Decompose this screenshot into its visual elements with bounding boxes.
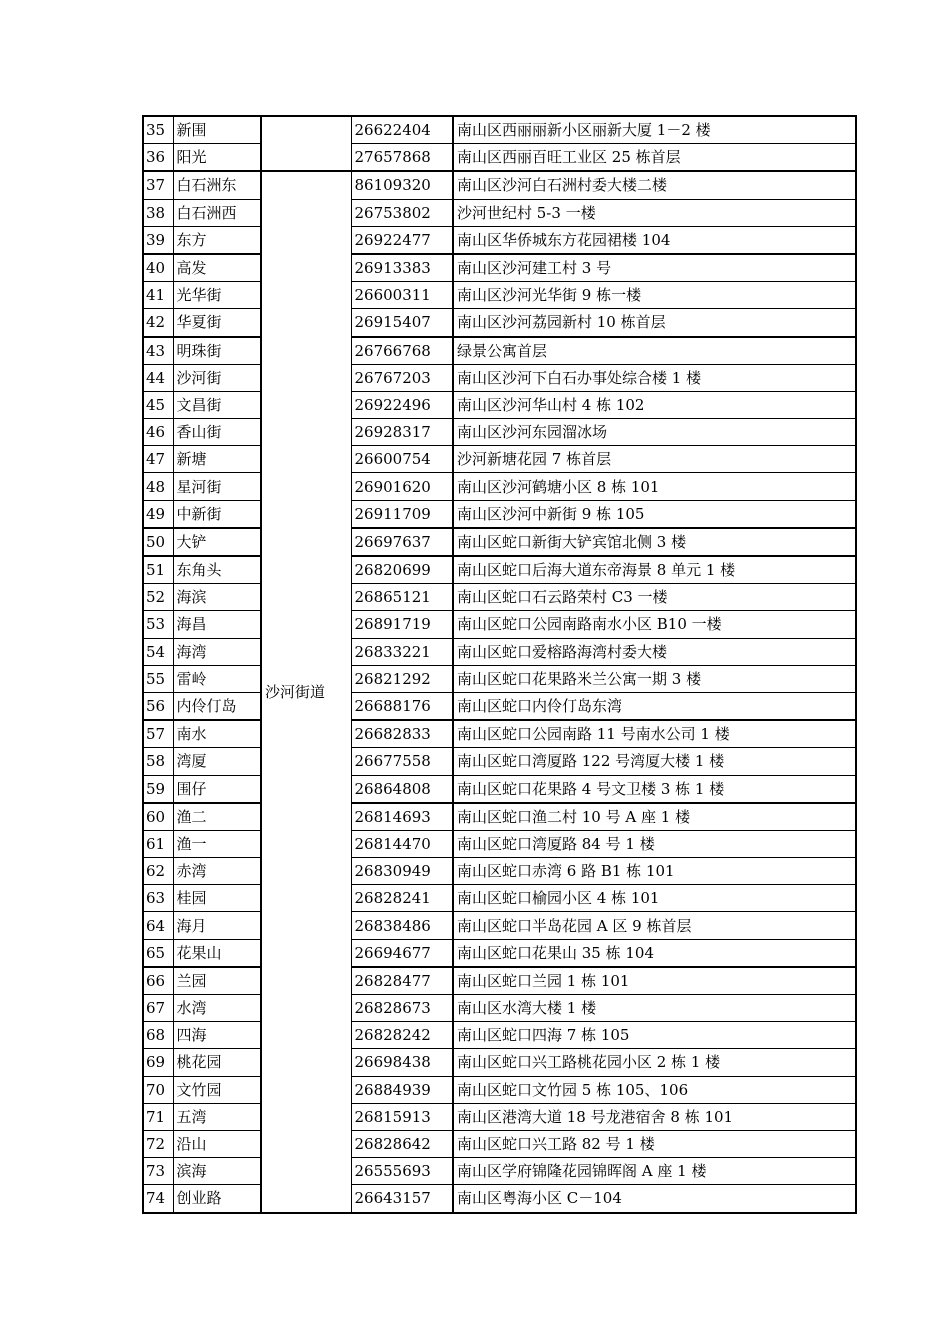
table-row <box>143 995 856 1022</box>
table-row <box>143 282 856 309</box>
address-cell: 南山区蛇口内伶仃岛东湾 <box>453 692 856 720</box>
row-number-cell: 69 <box>143 1049 173 1076</box>
table-row <box>143 391 856 418</box>
station-name-cell: 大铲 <box>173 528 261 556</box>
phone-cell: 26828241 <box>351 885 453 912</box>
table-row <box>143 1022 856 1049</box>
table-row <box>143 1076 856 1103</box>
table-row <box>143 1130 856 1157</box>
row-number-cell: 44 <box>143 364 173 391</box>
address-cell: 南山区蛇口公园南路 11 号南水公司 1 楼 <box>453 720 856 748</box>
row-number-cell: 55 <box>143 665 173 692</box>
table-row <box>143 254 856 282</box>
address-cell: 南山区蛇口半岛花园 A 区 9 栋首层 <box>453 912 856 939</box>
address-cell: 南山区沙河光华街 9 栋一楼 <box>453 282 856 309</box>
station-name-cell: 赤湾 <box>173 858 261 885</box>
address-cell: 南山区蛇口公园南路南水小区 B10 一楼 <box>453 611 856 638</box>
station-name-cell: 围仔 <box>173 775 261 803</box>
address-cell: 南山区蛇口新街大铲宾馆北侧 3 楼 <box>453 528 856 556</box>
address-cell: 南山区沙河荔园新村 10 栋首层 <box>453 309 856 337</box>
station-table <box>142 115 857 1214</box>
address-cell: 南山区沙河华山村 4 栋 102 <box>453 391 856 418</box>
phone-cell: 26913383 <box>351 254 453 282</box>
row-number-cell: 45 <box>143 391 173 418</box>
station-name-cell: 海月 <box>173 912 261 939</box>
phone-cell: 26600311 <box>351 282 453 309</box>
station-name-cell: 明珠街 <box>173 337 261 365</box>
station-name-cell: 高发 <box>173 254 261 282</box>
station-name-cell: 白石洲西 <box>173 199 261 226</box>
row-number-cell: 49 <box>143 500 173 528</box>
row-number-cell: 57 <box>143 720 173 748</box>
row-number-cell: 59 <box>143 775 173 803</box>
phone-cell: 26766768 <box>351 337 453 365</box>
address-cell: 绿景公寓首层 <box>453 337 856 365</box>
phone-cell: 26928317 <box>351 419 453 446</box>
row-number-cell: 37 <box>143 171 173 199</box>
row-number-cell: 62 <box>143 858 173 885</box>
address-cell: 南山区港湾大道 18 号龙港宿舍 8 栋 101 <box>453 1103 856 1130</box>
table-row <box>143 199 856 226</box>
address-cell: 南山区粤海小区 C－104 <box>453 1185 856 1213</box>
row-number-cell: 70 <box>143 1076 173 1103</box>
station-table-body <box>143 116 856 1213</box>
station-name-cell: 创业路 <box>173 1185 261 1213</box>
row-number-cell: 72 <box>143 1130 173 1157</box>
row-number-cell: 74 <box>143 1185 173 1213</box>
row-number-cell: 36 <box>143 144 173 172</box>
phone-cell: 86109320 <box>351 171 453 199</box>
phone-cell: 26643157 <box>351 1185 453 1213</box>
row-number-cell: 48 <box>143 473 173 500</box>
phone-cell: 26884939 <box>351 1076 453 1103</box>
table-row <box>143 1103 856 1130</box>
table-row <box>143 1158 856 1185</box>
row-number-cell: 41 <box>143 282 173 309</box>
address-cell: 南山区水湾大楼 1 楼 <box>453 995 856 1022</box>
row-number-cell: 52 <box>143 584 173 611</box>
address-cell: 沙河世纪村 5-3 一楼 <box>453 199 856 226</box>
address-cell: 南山区蛇口花果路 4 号文卫楼 3 栋 1 楼 <box>453 775 856 803</box>
address-cell: 南山区学府锦隆花园锦晖阁 A 座 1 楼 <box>453 1158 856 1185</box>
address-cell: 南山区蛇口榆园小区 4 栋 101 <box>453 885 856 912</box>
address-cell: 南山区沙河建工村 3 号 <box>453 254 856 282</box>
table-row <box>143 665 856 692</box>
address-cell: 南山区沙河鹤塘小区 8 栋 101 <box>453 473 856 500</box>
address-cell: 南山区蛇口兰园 1 栋 101 <box>453 967 856 995</box>
station-name-cell: 中新街 <box>173 500 261 528</box>
table-row <box>143 748 856 775</box>
address-cell: 南山区蛇口赤湾 6 路 B1 栋 101 <box>453 858 856 885</box>
station-name-cell: 渔一 <box>173 830 261 857</box>
row-number-cell: 67 <box>143 995 173 1022</box>
phone-cell: 26694677 <box>351 939 453 967</box>
row-number-cell: 43 <box>143 337 173 365</box>
station-name-cell: 南水 <box>173 720 261 748</box>
address-cell: 南山区沙河中新街 9 栋 105 <box>453 500 856 528</box>
table-row <box>143 226 856 254</box>
station-name-cell: 东方 <box>173 226 261 254</box>
address-cell: 南山区蛇口花果路米兰公寓一期 3 楼 <box>453 665 856 692</box>
phone-cell: 26697637 <box>351 528 453 556</box>
table-row <box>143 638 856 665</box>
phone-cell: 26814693 <box>351 803 453 831</box>
row-number-cell: 42 <box>143 309 173 337</box>
station-name-cell: 花果山 <box>173 939 261 967</box>
phone-cell: 26600754 <box>351 446 453 473</box>
address-cell: 沙河新塘花园 7 栋首层 <box>453 446 856 473</box>
station-name-cell: 沿山 <box>173 1130 261 1157</box>
row-number-cell: 51 <box>143 556 173 584</box>
station-name-cell: 文竹园 <box>173 1076 261 1103</box>
row-number-cell: 54 <box>143 638 173 665</box>
address-cell: 南山区沙河东园溜冰场 <box>453 419 856 446</box>
table-row <box>143 144 856 172</box>
station-name-cell: 海滨 <box>173 584 261 611</box>
row-number-cell: 38 <box>143 199 173 226</box>
station-name-cell: 内伶仃岛 <box>173 692 261 720</box>
address-cell: 南山区蛇口石云路荣村 C3 一楼 <box>453 584 856 611</box>
phone-cell: 26865121 <box>351 584 453 611</box>
station-name-cell: 新围 <box>173 116 261 144</box>
table-row <box>143 939 856 967</box>
phone-cell: 26828242 <box>351 1022 453 1049</box>
row-number-cell: 35 <box>143 116 173 144</box>
phone-cell: 26828673 <box>351 995 453 1022</box>
phone-cell: 26901620 <box>351 473 453 500</box>
station-name-cell: 四海 <box>173 1022 261 1049</box>
row-number-cell: 61 <box>143 830 173 857</box>
table-row <box>143 364 856 391</box>
row-number-cell: 65 <box>143 939 173 967</box>
row-number-cell: 71 <box>143 1103 173 1130</box>
station-name-cell: 渔二 <box>173 803 261 831</box>
phone-cell: 26922496 <box>351 391 453 418</box>
phone-cell: 26767203 <box>351 364 453 391</box>
station-name-cell: 白石洲东 <box>173 171 261 199</box>
station-name-cell: 桂园 <box>173 885 261 912</box>
table-row <box>143 775 856 803</box>
address-cell: 南山区蛇口花果山 35 栋 104 <box>453 939 856 967</box>
address-cell: 南山区华侨城东方花园裙楼 104 <box>453 226 856 254</box>
phone-cell: 26833221 <box>351 638 453 665</box>
row-number-cell: 60 <box>143 803 173 831</box>
phone-cell: 26828477 <box>351 967 453 995</box>
table-row <box>143 720 856 748</box>
phone-cell: 26814470 <box>351 830 453 857</box>
address-cell: 南山区西丽丽新小区丽新大厦 1－2 楼 <box>453 116 856 144</box>
row-number-cell: 50 <box>143 528 173 556</box>
table-row <box>143 830 856 857</box>
row-number-cell: 53 <box>143 611 173 638</box>
phone-cell: 26891719 <box>351 611 453 638</box>
table-row <box>143 500 856 528</box>
row-number-cell: 39 <box>143 226 173 254</box>
station-name-cell: 阳光 <box>173 144 261 172</box>
row-number-cell: 47 <box>143 446 173 473</box>
table-row <box>143 309 856 337</box>
phone-cell: 26922477 <box>351 226 453 254</box>
station-name-cell: 湾厦 <box>173 748 261 775</box>
table-row <box>143 967 856 995</box>
row-number-cell: 56 <box>143 692 173 720</box>
address-cell: 南山区蛇口后海大道东帝海景 8 单元 1 楼 <box>453 556 856 584</box>
address-cell: 南山区蛇口爱榕路海湾村委大楼 <box>453 638 856 665</box>
phone-cell: 26911709 <box>351 500 453 528</box>
phone-cell: 26698438 <box>351 1049 453 1076</box>
row-number-cell: 58 <box>143 748 173 775</box>
phone-cell: 26915407 <box>351 309 453 337</box>
street-name-cell: 沙河街道 <box>261 171 351 1212</box>
table-row <box>143 473 856 500</box>
table-row <box>143 912 856 939</box>
phone-cell: 26864808 <box>351 775 453 803</box>
table-row <box>143 116 856 144</box>
table-row <box>143 446 856 473</box>
address-cell: 南山区西丽百旺工业区 25 栋首层 <box>453 144 856 172</box>
phone-cell: 26682833 <box>351 720 453 748</box>
table-row <box>143 611 856 638</box>
phone-cell: 26622404 <box>351 116 453 144</box>
table-row <box>143 858 856 885</box>
row-number-cell: 73 <box>143 1158 173 1185</box>
address-cell: 南山区蛇口四海 7 栋 105 <box>453 1022 856 1049</box>
address-cell: 南山区蛇口文竹园 5 栋 105、106 <box>453 1076 856 1103</box>
phone-cell: 27657868 <box>351 144 453 172</box>
table-row <box>143 528 856 556</box>
station-name-cell: 星河街 <box>173 473 261 500</box>
station-name-cell: 滨海 <box>173 1158 261 1185</box>
table-row <box>143 692 856 720</box>
phone-cell: 26828642 <box>351 1130 453 1157</box>
station-name-cell: 华夏街 <box>173 309 261 337</box>
station-name-cell: 新塘 <box>173 446 261 473</box>
table-row <box>143 337 856 365</box>
phone-cell: 26815913 <box>351 1103 453 1130</box>
phone-cell: 26555693 <box>351 1158 453 1185</box>
station-name-cell: 五湾 <box>173 1103 261 1130</box>
address-cell: 南山区沙河白石洲村委大楼二楼 <box>453 171 856 199</box>
street-cell-empty <box>261 116 351 171</box>
address-cell: 南山区蛇口兴工路桃花园小区 2 栋 1 楼 <box>453 1049 856 1076</box>
table-row <box>143 584 856 611</box>
address-cell: 南山区蛇口兴工路 82 号 1 楼 <box>453 1130 856 1157</box>
row-number-cell: 66 <box>143 967 173 995</box>
station-name-cell: 兰园 <box>173 967 261 995</box>
station-name-cell: 水湾 <box>173 995 261 1022</box>
row-number-cell: 63 <box>143 885 173 912</box>
phone-cell: 26821292 <box>351 665 453 692</box>
station-name-cell: 雷岭 <box>173 665 261 692</box>
table-row <box>143 1185 856 1213</box>
phone-cell: 26820699 <box>351 556 453 584</box>
row-number-cell: 46 <box>143 419 173 446</box>
address-cell: 南山区沙河下白石办事处综合楼 1 楼 <box>453 364 856 391</box>
table-row <box>143 171 856 199</box>
address-cell: 南山区蛇口湾厦路 84 号 1 楼 <box>453 830 856 857</box>
station-name-cell: 海湾 <box>173 638 261 665</box>
address-cell: 南山区蛇口渔二村 10 号 A 座 1 楼 <box>453 803 856 831</box>
phone-cell: 26688176 <box>351 692 453 720</box>
station-name-cell: 香山街 <box>173 419 261 446</box>
station-name-cell: 海昌 <box>173 611 261 638</box>
table-row <box>143 556 856 584</box>
station-name-cell: 文昌街 <box>173 391 261 418</box>
phone-cell: 26677558 <box>351 748 453 775</box>
station-name-cell: 桃花园 <box>173 1049 261 1076</box>
station-name-cell: 沙河街 <box>173 364 261 391</box>
table-row <box>143 885 856 912</box>
phone-cell: 26838486 <box>351 912 453 939</box>
address-cell: 南山区蛇口湾厦路 122 号湾厦大楼 1 楼 <box>453 748 856 775</box>
table-row <box>143 803 856 831</box>
row-number-cell: 68 <box>143 1022 173 1049</box>
phone-cell: 26753802 <box>351 199 453 226</box>
phone-cell: 26830949 <box>351 858 453 885</box>
station-name-cell: 光华街 <box>173 282 261 309</box>
table-row <box>143 419 856 446</box>
row-number-cell: 40 <box>143 254 173 282</box>
station-name-cell: 东角头 <box>173 556 261 584</box>
table-row <box>143 1049 856 1076</box>
row-number-cell: 64 <box>143 912 173 939</box>
